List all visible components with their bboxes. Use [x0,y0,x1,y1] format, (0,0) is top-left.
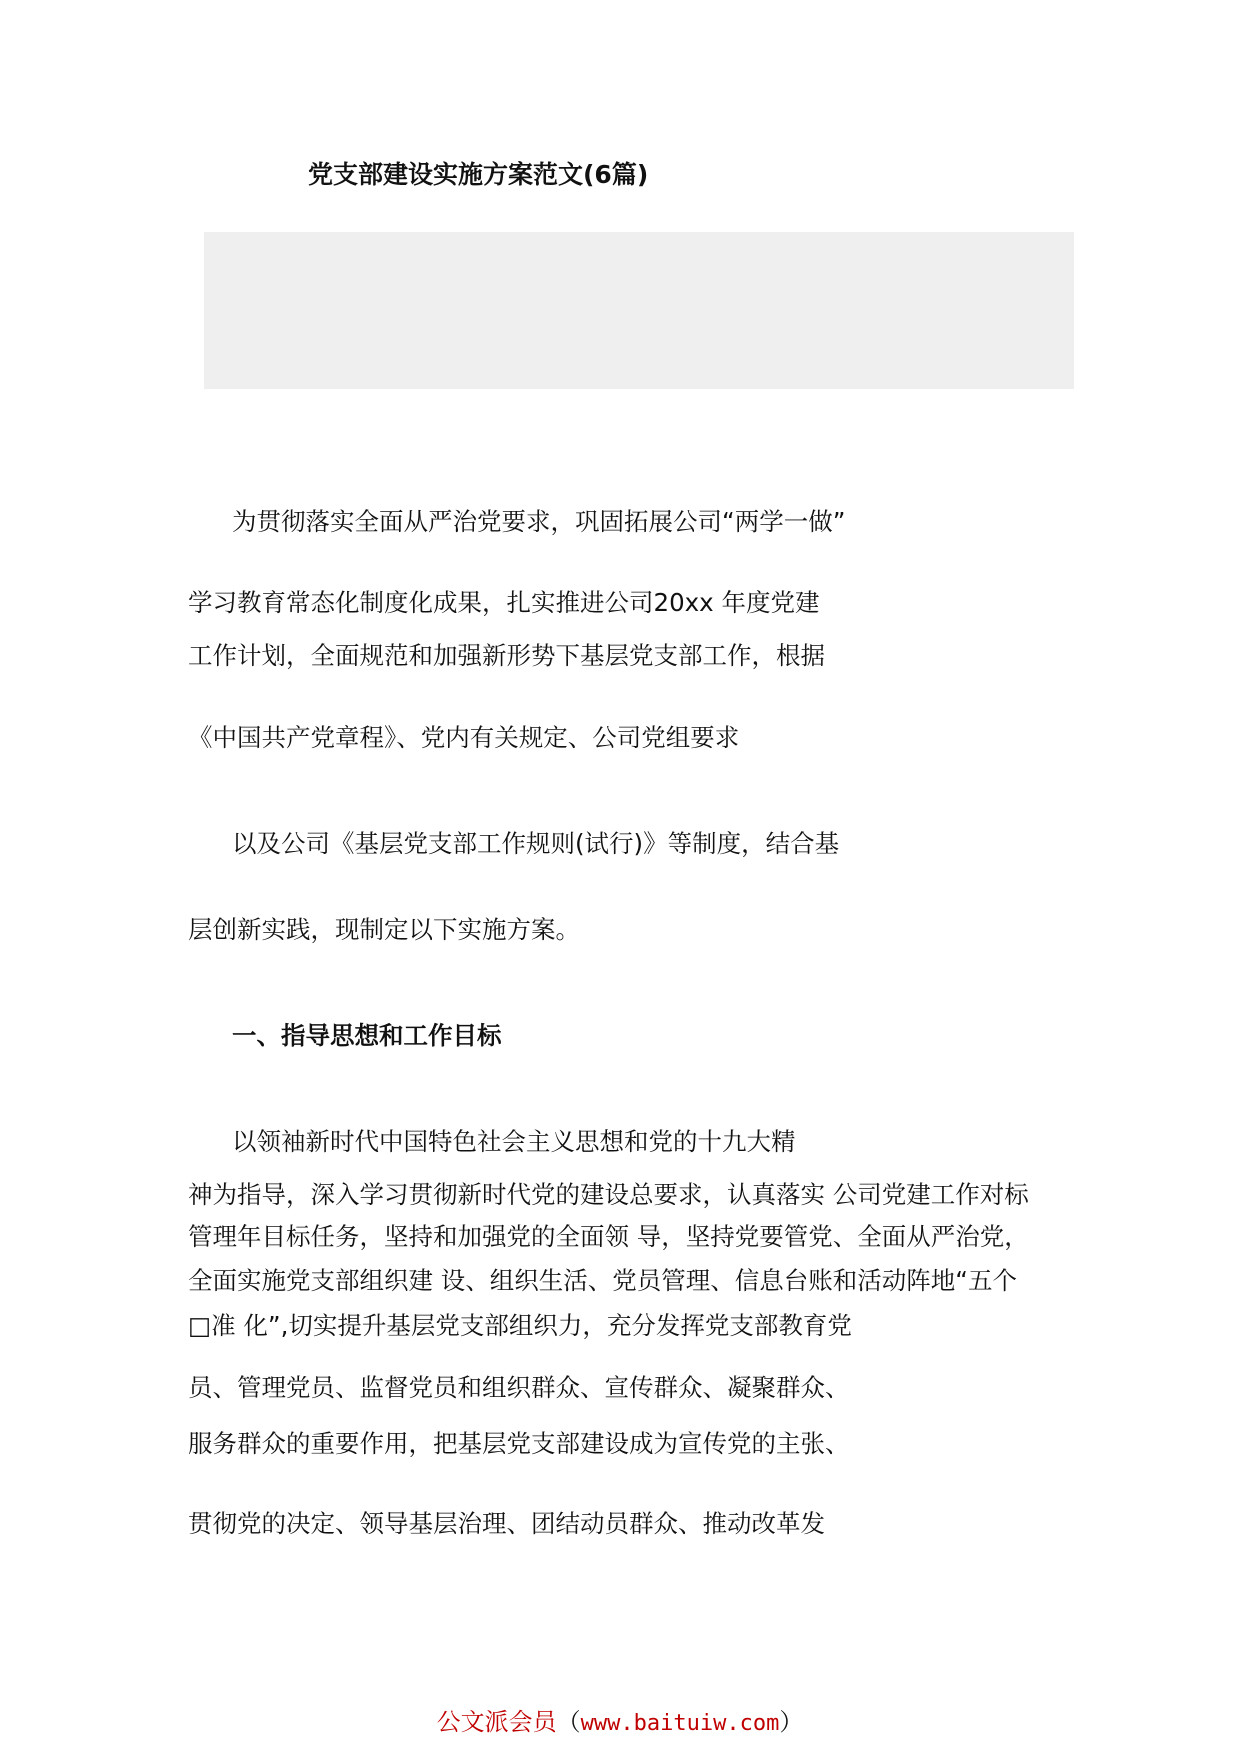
body-line: 服务群众的重要作用，把基层党支部建设成为宣传党的主张、 [188,1429,850,1458]
body-line: 贯彻党的决定、领导基层治理、团结动员群众、推动改革发 [188,1509,825,1538]
body-line: 以及公司《基层党支部工作规则(试行)》等制度，结合基 [232,829,840,858]
body-line: 层创新实践，现制定以下实施方案。 [188,915,580,944]
body-line: 以领袖新时代中国特色社会主义思想和党的十九大精 [232,1127,796,1156]
body-line: 神为指导，深入学习贯彻新时代党的建设总要求，认真落实 公司党建工作对标 [188,1180,1029,1209]
section-heading: 一、指导思想和工作目标 [232,1021,502,1050]
document-title: 党支部建设实施方案范文(6篇) [308,160,649,189]
body-line: 员、管理党员、监督党员和组织群众、宣传群众、凝聚群众、 [188,1373,850,1402]
body-line: 工作计划，全面规范和加强新形势下基层党支部工作，根据 [188,641,825,670]
body-line: 管理年目标任务，坚持和加强党的全面领 导，坚持党要管党、全面从严治党， [188,1222,1029,1251]
body-line: 学习教育常态化制度化成果，扎实推进公司20xx 年度党建 [188,588,820,617]
footer-url[interactable]: www.baituiw.com [580,1711,780,1736]
placeholder-banner [204,232,1074,389]
body-line: □准 化”,切实提升基层党支部组织力，充分发挥党支部教育党 [188,1311,852,1340]
body-line: 《中国共产党章程》、党内有关规定、公司党组要求 [188,723,740,752]
footer-brand: 公文派会员 [436,1708,557,1736]
body-line: 为贯彻落实全面从严治党要求，巩固拓展公司“两学一做” [232,507,846,536]
footer-paren-open: （ [556,1708,581,1736]
footer-watermark [0,1702,1240,1737]
body-line: 全面实施党支部组织建 设、组织生活、党员管理、信息台账和活动阵地“五个 [188,1266,1017,1295]
footer-paren-close: ） [779,1708,804,1736]
